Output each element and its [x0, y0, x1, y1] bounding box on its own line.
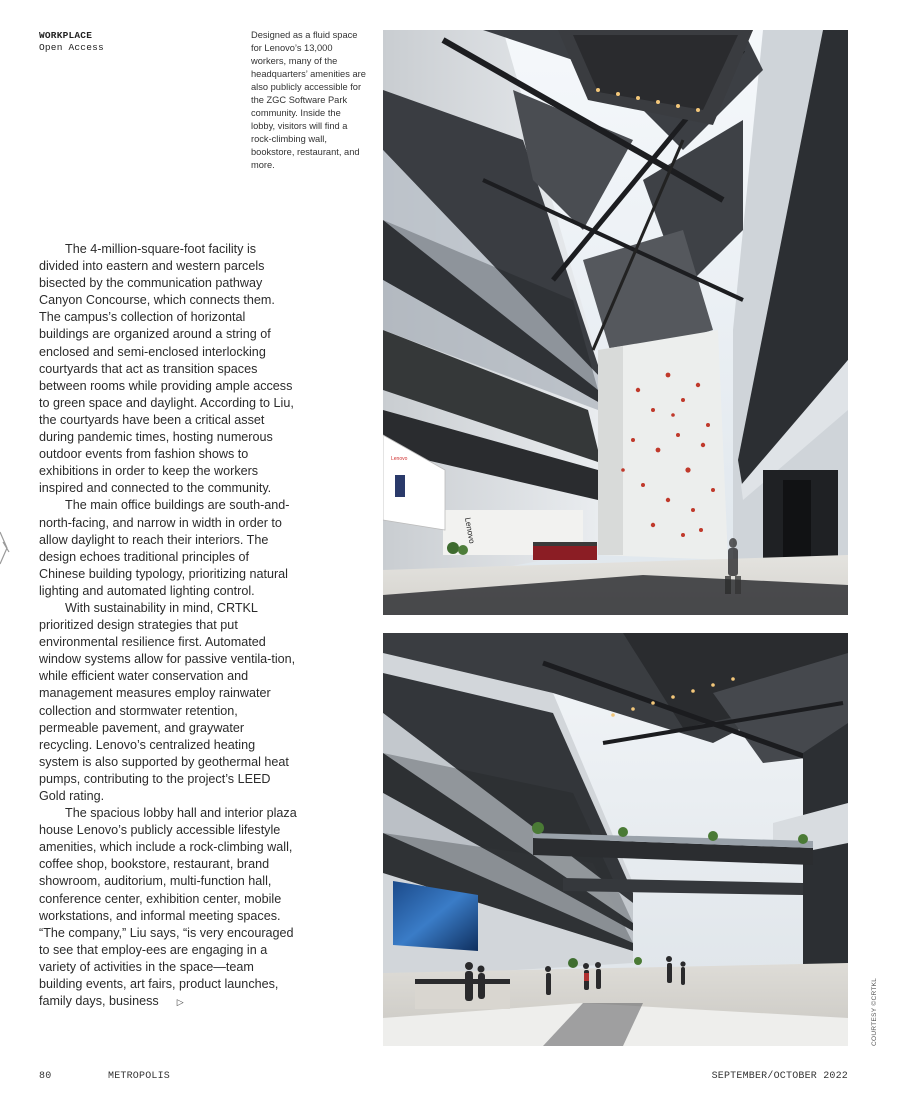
photo-caption: Designed as a fluid space for Lenovo’s 13,000 workers, many of the headquarters’ amenities are also publicly accessible for the ZGC Software Park community. Inside the lobby, visitors will find a rock-climbing wall, bookstore, restaurant, and more.: [251, 30, 366, 170]
section-tag: [39, 30, 104, 54]
screen-brand-text: Lenovo: [391, 456, 408, 462]
interior-plaza-photo: [383, 633, 848, 1046]
body-paragraph: The 4-million-square-foot facility is divided into eastern and western parcels bisected by the communication pathway Canyon Concourse, which connects them. The campus’s collection of horizontal buildings are organized around a string of enclosed and semi-enclosed interlocking courtyards that act as transition spaces between rooms while providing ample access to green space and daylight. According to Liu, the courtyards have been a critical asset during pandemic times, hosting numerous outdoor events from fashion shows to exhibitions in order to keep the workers inspired and connected to the community.: [39, 242, 294, 496]
issue-date: SEPTEMBER/OCTOBER 2022: [711, 1071, 848, 1082]
body-paragraph-text: The spacious lobby hall and interior plaza house Lenovo’s publicly accessible lifestyle amenities, which include a rock-climbing wall, coffee shop, bookstore, restaurant, brand showroom, auditorium, multi-function hall, conference center, exhibition center, mobile workstations, and informal meeting spaces. “The company,” Liu says, “is very encouraged to see that employ-ees are engaging in a variety of activities in the space—team building events, art fairs, product launches, family days, business: [39, 806, 297, 1009]
article-body: [39, 241, 297, 1011]
section-title: Open Access: [39, 42, 104, 53]
section-kicker: WORKPLACE: [39, 30, 93, 41]
edge-ornament-icon: [0, 528, 10, 574]
body-paragraph: With sustainability in mind, CRTKL prioritized design strategies that put environmental resilience first. Automated window systems allow for passive ventila-tion, while efficient water conservation and management measures employ rainwater collection and stormwater retention, permeable pavement, and graywater recycling. Lenovo’s centralized heating system is also supported by geothermal heat pumps, contributing to the project’s LEED Gold rating.: [39, 600, 296, 803]
publication-name: METROPOLIS: [108, 1071, 171, 1082]
page-number: 80: [39, 1071, 52, 1082]
lobby-sign: Lenovo: [463, 516, 477, 545]
body-paragraph: The main office buildings are south-and-north-facing, and narrow in width in order to allow daylight to reach their interiors. The design echoes traditional principles of Chinese building typology, prioritizing natural lighting and automated lighting control.: [39, 498, 290, 598]
atrium-climbing-wall-photo: [383, 30, 848, 615]
continue-arrow-icon: ▷: [176, 997, 184, 1008]
body-paragraph: [39, 805, 297, 1011]
photo-credit: COURTESY ©CRTKL: [871, 977, 878, 1046]
